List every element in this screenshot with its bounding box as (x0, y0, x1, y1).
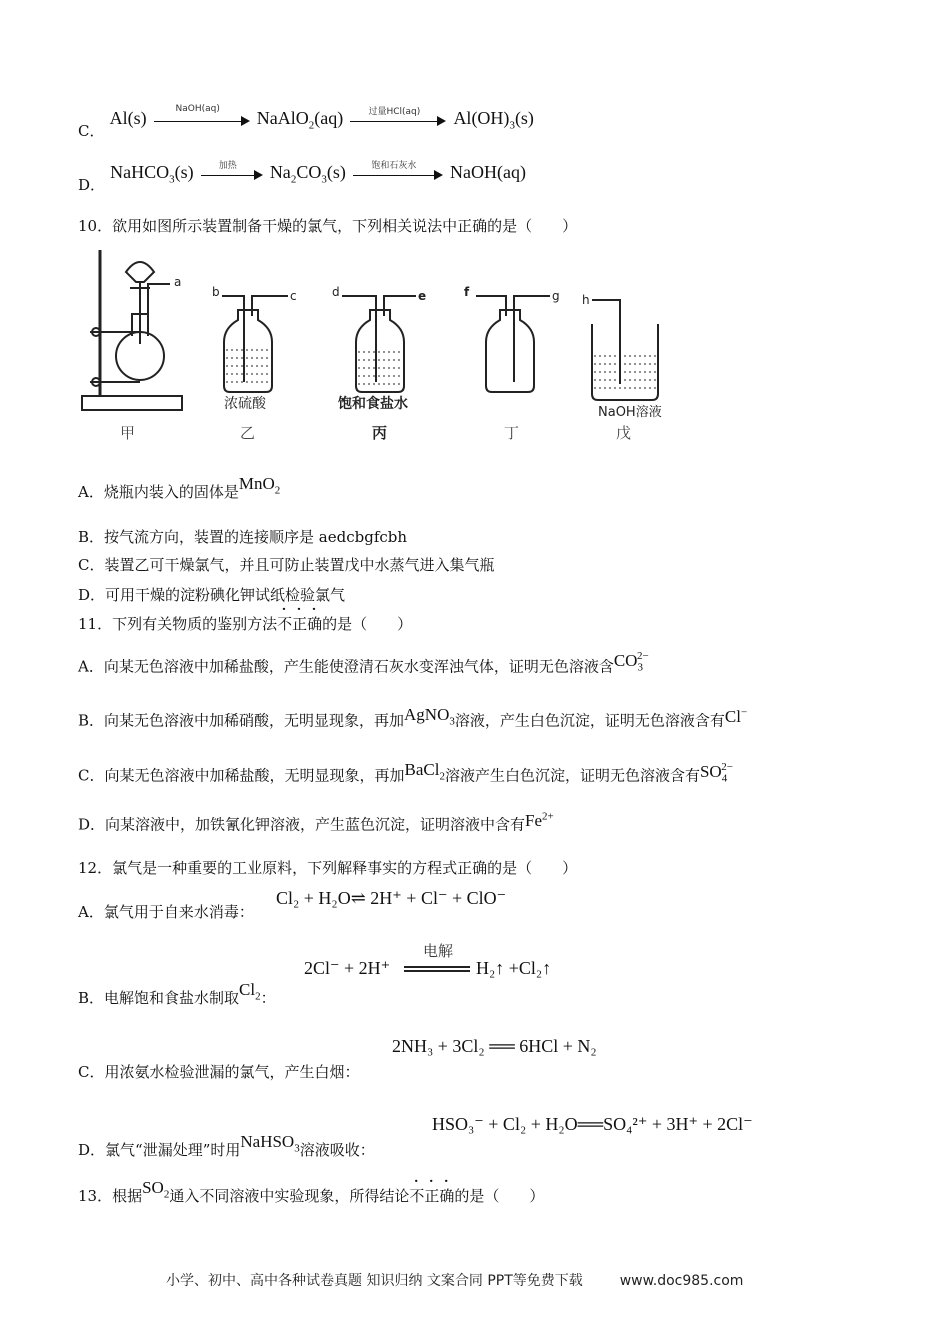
q10-option-d: D．可用干燥的淀粉碘化钾试纸检验氯气 (78, 586, 346, 604)
reagent-label: NaOH溶液 (598, 405, 662, 420)
reaction-arrow: 加热 (201, 164, 263, 184)
port-label: e (418, 289, 427, 303)
gas-bottle-bing (356, 310, 404, 392)
product: $Al(OH)_3(s)$ (453, 108, 534, 132)
question-10-stem: 10．欲用如图所示装置制备干燥的氯气，下列相关说法中正确的是（ ） (78, 217, 578, 235)
apparatus-caption: 丁 (504, 424, 520, 442)
separating-funnel (126, 262, 154, 282)
option-label: C． (78, 122, 105, 140)
port-label: d (332, 285, 340, 299)
q12-option-a-text: A．氯气用于自来水消毒： (78, 903, 254, 921)
q11-option-b: B．向某无色溶液中加稀硝酸，无明显现象，再加AgNO$_3$溶液，产生白色沉淀，证明无色溶液含有Cl− (78, 704, 748, 730)
q10-option-c: C．装置乙可干燥氯气，并且可防止装置戊中水蒸气进入集气瓶 (78, 556, 495, 574)
q11-option-c: C．向某无色溶液中加稀盐酸，无明显现象，再加BaCl$_2$溶液产生白色沉淀，证明无色溶液含有$SO_4^{2-}$ (78, 759, 733, 785)
gas-bottle-yi (224, 310, 272, 392)
intermediate: $Na_2CO_3(s)$ (269, 162, 346, 186)
product: NaOH(aq) (450, 162, 526, 182)
q12-option-b-text: B．电解饱和食盐水制取$Cl_2$： (78, 980, 276, 1007)
port-label: g (552, 289, 560, 303)
port-label: c (290, 289, 297, 303)
apparatus-caption: 乙 (240, 424, 256, 442)
intermediate: NaAlO$_2$(aq) (256, 108, 344, 132)
port-label: b (212, 285, 220, 299)
question-11-stem: 11．下列有关物质的鉴别方法不正确的是（ ） (78, 615, 413, 633)
reaction-arrow: NaOH(aq) (154, 110, 250, 130)
reaction-arrow: 饱和石灰水 (353, 164, 443, 184)
footer (166, 1270, 743, 1290)
q10-option-a: A．烧瓶内装入的固体是MnO$_2$ (78, 474, 281, 501)
gas-bottle-ding (486, 310, 534, 392)
reactant: NaHCO$_3$(s) (110, 162, 194, 186)
q11-option-a: A．向某无色溶液中加稀盐酸，产生能使澄清石灰水变浑浊气体，证明无色溶液含$CO_3^{2-}$ (78, 650, 649, 676)
q10-option-b: B．按气流方向，装置的连接顺序是 aedcbgfcbh (78, 528, 408, 546)
port-label: h (582, 293, 590, 307)
reactant: Al(s) (109, 108, 147, 128)
port-label: f (464, 285, 470, 299)
q12-option-d-text: D．氯气“泄漏处理”时用NaHSO$_3$溶液吸收： (78, 1132, 375, 1159)
port-label: a (174, 275, 182, 289)
reagent-label: 浓硫酸 (224, 396, 266, 412)
apparatus-caption: 丙 (372, 424, 388, 442)
stand-base (82, 396, 182, 410)
reaction-arrow: 过量HCl(aq) (350, 110, 446, 130)
option-label: D． (78, 176, 106, 194)
apparatus-figure (80, 244, 690, 444)
beaker (592, 324, 658, 400)
apparatus-caption: 戊 (616, 424, 632, 442)
question-13-stem: 13．根据$SO_2$通入不同溶液中实验现象，所得结论不正确的是（ ） (78, 1178, 545, 1205)
footer-link[interactable]: www.doc985.com (619, 1273, 744, 1289)
q9-option-d (78, 160, 526, 194)
footer-text: 小学、初中、高中各种试卷真题 知识归纳 文案合同 PPT等免费下载 (166, 1273, 583, 1289)
q12-option-d-equation: HSO₃⁻ + Cl₂ + H₂O══SO₄²⁺ + 3H⁺ + 2Cl⁻ (432, 1114, 753, 1134)
q11-option-d: D．向某溶液中，加铁氰化钾溶液，产生蓝色沉淀，证明溶液中含有$Fe^{2+}$ (78, 810, 554, 834)
q9-option-c (78, 103, 534, 140)
apparatus-caption: 甲 (120, 424, 136, 442)
question-12-stem: 12．氯气是一种重要的工业原料，下列解释事实的方程式正确的是（ ） (78, 859, 578, 877)
q12-option-a-equation: Cl₂ + H₂O⇌ 2H⁺ + Cl⁻ + ClO⁻ (276, 888, 507, 908)
electrolysis-condition: 电解 (422, 942, 453, 960)
q12-option-c-equation: 2NH₃ + 3Cl₂ ══ 6HCl + N₂ (392, 1036, 597, 1056)
q12-option-c-text: C．用浓氨水检验泄漏的氯气，产生白烟： (78, 1063, 360, 1081)
reagent-label: 饱和食盐水 (338, 396, 408, 412)
